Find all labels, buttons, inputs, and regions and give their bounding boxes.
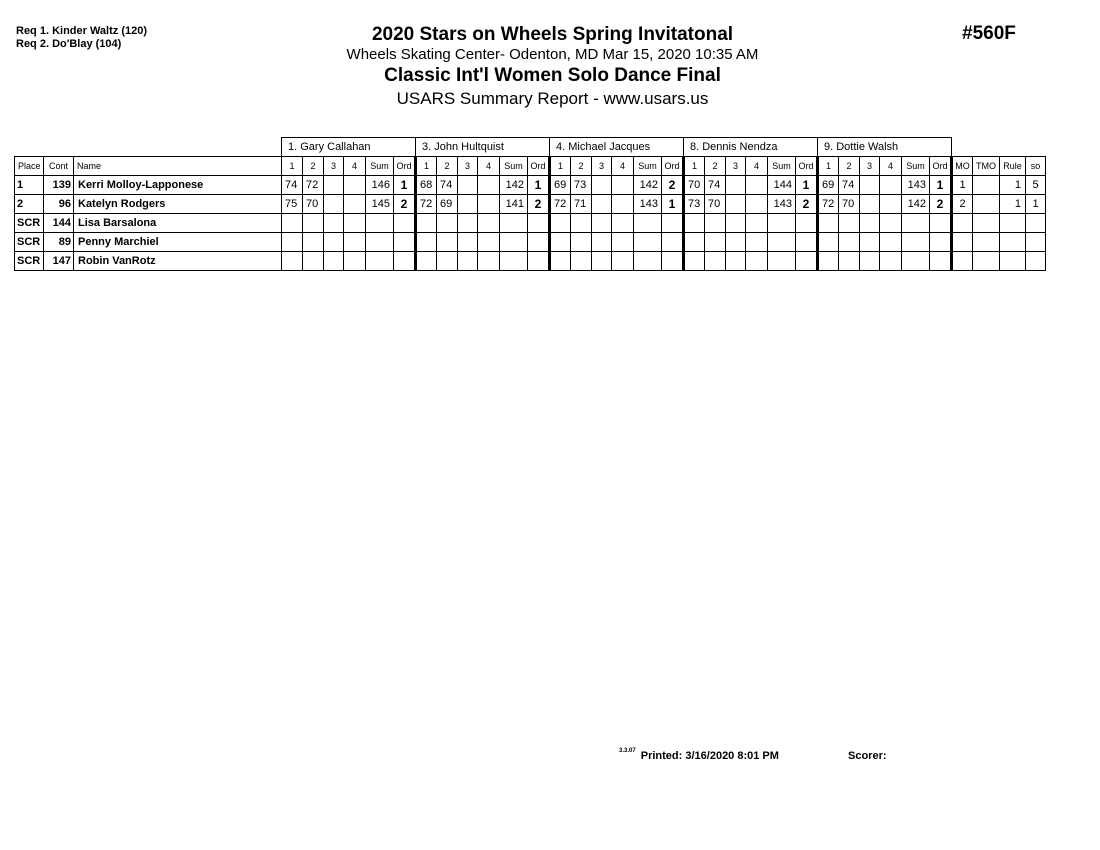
score-cell <box>818 252 839 271</box>
ordinal-cell: 1 <box>930 176 952 195</box>
table-row <box>15 214 1046 233</box>
sum-cell: 146 <box>366 176 394 195</box>
ordinal-cell: 2 <box>394 195 416 214</box>
sum-cell <box>366 214 394 233</box>
score-cell <box>324 233 344 252</box>
sum-cell <box>634 233 662 252</box>
score-cell <box>592 252 612 271</box>
ordinal-cell <box>394 214 416 233</box>
col-judge-3-header: 3 <box>324 157 344 176</box>
col-judge-4-header: 4 <box>746 157 768 176</box>
score-cell <box>478 233 500 252</box>
sum-cell: 143 <box>768 195 796 214</box>
col-judge-4-header: 4 <box>880 157 902 176</box>
score-cell <box>458 214 478 233</box>
score-cell: 69 <box>550 176 571 195</box>
ordinal-cell: 1 <box>796 176 818 195</box>
score-cell <box>550 214 571 233</box>
score-cell <box>571 214 592 233</box>
ordinal-cell: 1 <box>394 176 416 195</box>
score-cell <box>860 252 880 271</box>
ordinal-cell: 2 <box>528 195 550 214</box>
column-header-row <box>15 157 1046 176</box>
rule-cell <box>1000 233 1026 252</box>
score-cell <box>818 233 839 252</box>
contestant-number-cell: 89 <box>44 233 74 252</box>
sum-cell: 143 <box>902 176 930 195</box>
score-cell <box>344 252 366 271</box>
so-cell <box>1026 252 1046 271</box>
score-cell: 72 <box>550 195 571 214</box>
contestant-number-cell: 96 <box>44 195 74 214</box>
print-footer <box>619 750 779 762</box>
score-cell <box>705 214 726 233</box>
judge-header-row <box>15 138 1046 157</box>
printed-date: Printed: 3/16/2020 8:01 PM <box>640 750 779 762</box>
score-cell: 69 <box>437 195 458 214</box>
sum-cell <box>366 252 394 271</box>
col-judge-3-header: 3 <box>592 157 612 176</box>
score-cell <box>282 233 303 252</box>
col-judge-3-header: 3 <box>726 157 746 176</box>
ordinal-cell <box>528 233 550 252</box>
mo-cell <box>952 233 973 252</box>
contestant-number-cell: 144 <box>44 214 74 233</box>
col-judge-3-header: 3 <box>458 157 478 176</box>
sum-cell <box>366 233 394 252</box>
score-cell: 73 <box>571 176 592 195</box>
rule-cell <box>1000 214 1026 233</box>
ordinal-cell: 2 <box>930 195 952 214</box>
score-cell: 71 <box>571 195 592 214</box>
sum-cell <box>902 252 930 271</box>
col-judge-sum-header: Sum <box>634 157 662 176</box>
score-cell <box>324 252 344 271</box>
place-cell: 1 <box>15 176 44 195</box>
contestant-number-cell: 147 <box>44 252 74 271</box>
table-row <box>15 195 1046 214</box>
score-cell: 74 <box>437 176 458 195</box>
score-cell <box>478 195 500 214</box>
score-cell <box>571 233 592 252</box>
sum-cell <box>634 214 662 233</box>
score-cell <box>726 176 746 195</box>
score-cell <box>282 252 303 271</box>
score-cell <box>324 214 344 233</box>
ordinal-cell <box>528 252 550 271</box>
score-cell <box>612 214 634 233</box>
so-cell: 5 <box>1026 176 1046 195</box>
col-judge-2-header: 2 <box>437 157 458 176</box>
score-cell <box>612 252 634 271</box>
score-cell <box>839 252 860 271</box>
score-cell <box>726 233 746 252</box>
col-judge-ord-header: Ord <box>528 157 550 176</box>
mo-cell: 1 <box>952 176 973 195</box>
score-cell <box>860 195 880 214</box>
rule-cell <box>1000 252 1026 271</box>
score-cell <box>880 214 902 233</box>
skater-name-cell: Kerri Molloy-Lapponese <box>74 176 282 195</box>
ordinal-cell <box>930 233 952 252</box>
sum-cell <box>500 214 528 233</box>
score-cell <box>416 252 437 271</box>
results-table <box>14 137 1046 271</box>
score-cell <box>416 233 437 252</box>
score-cell <box>458 233 478 252</box>
requirement-1: Req 1. Kinder Waltz (120) <box>16 25 148 37</box>
score-cell: 75 <box>282 195 303 214</box>
col-judge-3-header: 3 <box>860 157 880 176</box>
ordinal-cell <box>796 233 818 252</box>
sum-cell <box>768 214 796 233</box>
judge-name: 3. John Hultquist <box>416 138 550 157</box>
sum-cell: 145 <box>366 195 394 214</box>
score-cell <box>458 195 478 214</box>
sum-cell <box>902 214 930 233</box>
score-cell <box>746 195 768 214</box>
score-cell <box>344 233 366 252</box>
report-header <box>300 24 805 110</box>
place-cell: 2 <box>15 195 44 214</box>
skater-name-cell: Katelyn Rodgers <box>74 195 282 214</box>
score-cell <box>303 252 324 271</box>
score-cell <box>880 252 902 271</box>
rule-cell: 1 <box>1000 195 1026 214</box>
col-judge-1-header: 1 <box>550 157 571 176</box>
score-cell: 69 <box>818 176 839 195</box>
place-cell: SCR <box>15 214 44 233</box>
score-cell <box>746 252 768 271</box>
col-judge-ord-header: Ord <box>796 157 818 176</box>
col-judge-ord-header: Ord <box>662 157 684 176</box>
score-cell <box>684 233 705 252</box>
score-cell <box>437 214 458 233</box>
place-cell: SCR <box>15 233 44 252</box>
judge-name: 4. Michael Jacques <box>550 138 684 157</box>
score-cell: 70 <box>705 195 726 214</box>
score-cell <box>726 195 746 214</box>
score-cell <box>860 214 880 233</box>
rule-cell: 1 <box>1000 176 1026 195</box>
score-cell <box>880 233 902 252</box>
score-cell <box>458 176 478 195</box>
sum-cell: 143 <box>634 195 662 214</box>
contestant-number-cell: 139 <box>44 176 74 195</box>
score-cell <box>592 214 612 233</box>
event-title: Classic Int'l Women Solo Dance Final <box>384 65 721 86</box>
venue-date: Wheels Skating Center- Odenton, MD Mar 15, 2020 10:35 AM <box>346 46 759 63</box>
requirement-2: Req 2. Do'Blay (104) <box>16 38 122 50</box>
score-cell: 72 <box>818 195 839 214</box>
score-cell <box>839 233 860 252</box>
so-cell <box>1026 233 1046 252</box>
score-cell: 68 <box>416 176 437 195</box>
mo-cell <box>952 214 973 233</box>
ordinal-cell <box>930 214 952 233</box>
score-cell <box>571 252 592 271</box>
col-judge-sum-header: Sum <box>768 157 796 176</box>
col-cont-header: Cont <box>44 157 74 176</box>
col-judge-4-header: 4 <box>344 157 366 176</box>
score-cell <box>478 252 500 271</box>
tmo-cell <box>973 176 1000 195</box>
col-so-header: so <box>1026 157 1046 176</box>
competition-title: 2020 Stars on Wheels Spring Invitatonal <box>371 24 734 45</box>
ordinal-cell: 2 <box>796 195 818 214</box>
skater-name-cell: Robin VanRotz <box>74 252 282 271</box>
ordinal-cell: 1 <box>528 176 550 195</box>
score-cell <box>746 214 768 233</box>
score-cell <box>344 214 366 233</box>
score-cell <box>303 233 324 252</box>
sum-cell: 142 <box>634 176 662 195</box>
ordinal-cell <box>930 252 952 271</box>
score-cell <box>324 195 344 214</box>
score-cell <box>726 252 746 271</box>
score-cell <box>303 214 324 233</box>
score-cell: 70 <box>684 176 705 195</box>
col-judge-4-header: 4 <box>478 157 500 176</box>
sum-cell <box>500 233 528 252</box>
score-cell <box>612 195 634 214</box>
col-judge-2-header: 2 <box>571 157 592 176</box>
col-judge-ord-header: Ord <box>930 157 952 176</box>
sum-cell <box>902 233 930 252</box>
score-cell <box>684 214 705 233</box>
mo-cell <box>952 252 973 271</box>
score-cell <box>746 233 768 252</box>
skater-name-cell: Lisa Barsalona <box>74 214 282 233</box>
score-cell: 73 <box>684 195 705 214</box>
tmo-cell <box>973 195 1000 214</box>
table-row <box>15 252 1046 271</box>
score-cell <box>592 195 612 214</box>
score-cell <box>416 214 437 233</box>
score-cell: 70 <box>303 195 324 214</box>
event-number: #560F <box>962 23 1016 44</box>
col-tmo-header: TMO <box>973 157 1000 176</box>
score-cell: 72 <box>303 176 324 195</box>
score-cell <box>880 195 902 214</box>
sum-cell <box>768 252 796 271</box>
col-place-header: Place <box>15 157 44 176</box>
col-name-header: Name <box>74 157 282 176</box>
col-rule-header: Rule <box>1000 157 1026 176</box>
col-mo-header: MO <box>952 157 973 176</box>
so-cell <box>1026 214 1046 233</box>
sum-cell <box>768 233 796 252</box>
col-judge-1-header: 1 <box>416 157 437 176</box>
score-cell <box>550 233 571 252</box>
version-number: 3.3.07 <box>619 748 636 754</box>
ordinal-cell: 1 <box>662 195 684 214</box>
col-judge-1-header: 1 <box>818 157 839 176</box>
score-cell <box>478 214 500 233</box>
score-cell <box>478 176 500 195</box>
sum-cell <box>634 252 662 271</box>
score-cell <box>860 233 880 252</box>
report-title: USARS Summary Report - www.usars.us <box>396 89 709 108</box>
col-judge-1-header: 1 <box>282 157 303 176</box>
col-judge-sum-header: Sum <box>366 157 394 176</box>
ordinal-cell <box>394 233 416 252</box>
score-cell <box>860 176 880 195</box>
judge-name: 9. Dottie Walsh <box>818 138 952 157</box>
score-cell <box>324 176 344 195</box>
score-cell <box>612 176 634 195</box>
mo-cell: 2 <box>952 195 973 214</box>
score-cell <box>458 252 478 271</box>
score-cell: 74 <box>839 176 860 195</box>
score-cell <box>880 176 902 195</box>
sum-cell <box>500 252 528 271</box>
skater-name-cell: Penny Marchiel <box>74 233 282 252</box>
requirements-list <box>16 25 147 51</box>
ordinal-cell <box>796 252 818 271</box>
ordinal-cell <box>394 252 416 271</box>
col-judge-ord-header: Ord <box>394 157 416 176</box>
judge-header-spacer <box>15 138 282 157</box>
score-cell <box>612 233 634 252</box>
score-cell <box>746 176 768 195</box>
score-cell <box>437 233 458 252</box>
score-cell <box>705 233 726 252</box>
table-row <box>15 233 1046 252</box>
ordinal-cell <box>662 252 684 271</box>
col-judge-sum-header: Sum <box>902 157 930 176</box>
table-row <box>15 176 1046 195</box>
ordinal-cell <box>662 214 684 233</box>
score-cell: 74 <box>705 176 726 195</box>
score-cell <box>282 214 303 233</box>
sum-cell: 142 <box>500 176 528 195</box>
tmo-cell <box>973 233 1000 252</box>
sum-cell: 141 <box>500 195 528 214</box>
judge-header-spacer <box>952 138 1046 157</box>
col-judge-1-header: 1 <box>684 157 705 176</box>
judge-name: 8. Dennis Nendza <box>684 138 818 157</box>
place-cell: SCR <box>15 252 44 271</box>
score-cell: 74 <box>282 176 303 195</box>
judge-name: 1. Gary Callahan <box>282 138 416 157</box>
ordinal-cell: 2 <box>662 176 684 195</box>
ordinal-cell <box>662 233 684 252</box>
score-cell <box>818 214 839 233</box>
tmo-cell <box>973 252 1000 271</box>
col-judge-2-header: 2 <box>839 157 860 176</box>
col-judge-sum-header: Sum <box>500 157 528 176</box>
score-cell <box>344 195 366 214</box>
so-cell: 1 <box>1026 195 1046 214</box>
col-judge-2-header: 2 <box>705 157 726 176</box>
col-judge-4-header: 4 <box>612 157 634 176</box>
score-cell <box>550 252 571 271</box>
scorer-label: Scorer: <box>848 750 887 762</box>
sum-cell: 144 <box>768 176 796 195</box>
tmo-cell <box>973 214 1000 233</box>
score-cell <box>437 252 458 271</box>
score-cell <box>684 252 705 271</box>
score-cell <box>726 214 746 233</box>
score-cell <box>705 252 726 271</box>
ordinal-cell <box>796 214 818 233</box>
score-cell <box>592 176 612 195</box>
score-cell <box>839 214 860 233</box>
score-cell: 70 <box>839 195 860 214</box>
col-judge-2-header: 2 <box>303 157 324 176</box>
score-cell <box>344 176 366 195</box>
sum-cell: 142 <box>902 195 930 214</box>
ordinal-cell <box>528 214 550 233</box>
score-cell: 72 <box>416 195 437 214</box>
score-cell <box>592 233 612 252</box>
